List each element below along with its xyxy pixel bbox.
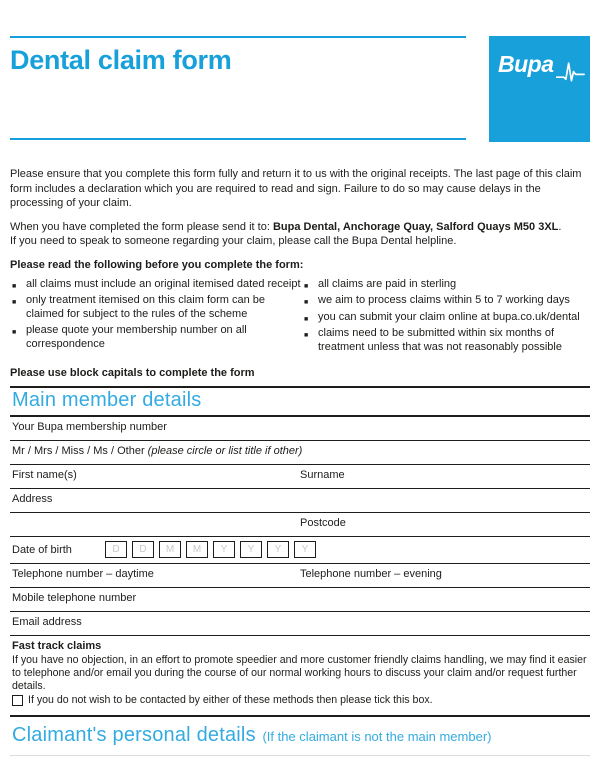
opt-out-checkbox-label: If you do not wish to be contacted by either of these methods then please tick this box.: [28, 694, 433, 706]
telephone-daytime-field[interactable]: Telephone number – daytime: [12, 568, 154, 580]
first-name-field[interactable]: First name(s): [12, 469, 77, 481]
field-label: Address: [12, 493, 53, 505]
field-row-membership-number[interactable]: [10, 417, 590, 441]
field-label: Email address: [12, 616, 82, 628]
bullet-list-left: [10, 278, 302, 358]
bullet-columns: [10, 278, 590, 358]
field-label: Mobile telephone number: [12, 592, 137, 604]
dob-box-group: [105, 541, 321, 558]
field-row-names[interactable]: [10, 465, 590, 489]
send-to-suffix: .: [558, 220, 562, 233]
intro-paragraph: Please ensure that you complete this form fully and return it to us with the original receipts. The last page of this claim form includes a declaration which you are required to read and sign. Failure to do so may cause delays in the processing of your claim.: [10, 168, 582, 209]
fast-track-heading: Fast track claims: [12, 640, 102, 652]
bupa-logo-text: Bupa: [498, 51, 554, 77]
fast-track-claims-section: [10, 636, 590, 717]
field-row-telephone[interactable]: [10, 564, 590, 588]
bullet-item: ■ claims need to be submitted within six months of treatment unless that was not reasonably possible: [302, 327, 590, 354]
field-row-address[interactable]: [10, 489, 590, 513]
send-to-prefix: When you have completed the form please send it to:: [10, 220, 273, 233]
section-claimant-personal-details: [10, 717, 590, 756]
send-to-paragraph: [10, 220, 590, 249]
dob-box-year[interactable]: Y: [267, 541, 289, 558]
title-options-note: (please circle or list title if other): [147, 445, 303, 457]
title-block: [10, 36, 466, 140]
surname-field[interactable]: Surname: [300, 469, 345, 481]
bupa-logo: [489, 36, 590, 142]
field-row-title[interactable]: [10, 441, 590, 465]
bullet-list-right: [302, 278, 590, 358]
telephone-evening-field[interactable]: Telephone number – evening: [300, 568, 442, 580]
main-member-section-title: Main member details: [12, 389, 202, 411]
dob-box-month[interactable]: M: [159, 541, 181, 558]
dob-box-year[interactable]: Y: [240, 541, 262, 558]
form-header: [10, 36, 590, 142]
dob-box-year[interactable]: Y: [213, 541, 235, 558]
field-row-postcode[interactable]: [10, 513, 590, 537]
bullet-item: ■ only treatment itemised on this claim form can be claimed for subject to the rules of the scheme: [10, 294, 302, 321]
bullet-item: ■ all claims must include an original itemised dated receipt: [10, 278, 302, 292]
section-main-member-details: [10, 386, 590, 717]
dob-box-day[interactable]: D: [132, 541, 154, 558]
opt-out-checkbox[interactable]: [12, 695, 23, 706]
field-label: [12, 445, 302, 464]
title-options-label: Mr / Mrs / Miss / Ms / Other: [12, 445, 145, 457]
page-title: Dental claim form: [10, 45, 232, 75]
helpline-note: If you need to speak to someone regarding your claim, please call the Bupa Dental helpline.: [10, 235, 457, 247]
bullet-item: ■ you can submit your claim online at bupa.co.uk/dental: [302, 311, 590, 325]
main-member-section-header: [10, 386, 590, 417]
field-label: Date of birth: [12, 544, 72, 556]
dob-box-month[interactable]: M: [186, 541, 208, 558]
postcode-field[interactable]: Postcode: [300, 517, 346, 529]
field-row-date-of-birth[interactable]: [10, 537, 590, 564]
contact-opt-out-row: [12, 694, 588, 707]
read-before-heading: Please read the following before you complete the form:: [10, 258, 304, 271]
claimant-section-title: [12, 720, 588, 748]
fast-track-body: If you have no objection, in an effort to promote speedier and more customer friendly claims handling, we may find it easier to telephone and/or email you during the course of our normal working hours to discuss your claim and/or request further details.: [12, 654, 587, 692]
block-capitals-heading: Please use block capitals to complete the form: [10, 367, 255, 379]
address-continued-field[interactable]: [12, 517, 300, 536]
field-row-email[interactable]: [10, 612, 590, 636]
dob-box-year[interactable]: Y: [294, 541, 316, 558]
bullet-item: ■ all claims are paid in sterling: [302, 278, 590, 292]
bullet-item: ■ we aim to process claims within 5 to 7 working days: [302, 294, 590, 308]
heartbeat-pulse-icon: [556, 54, 586, 92]
dob-box-day[interactable]: D: [105, 541, 127, 558]
claimant-title-text: Claimant's personal details: [12, 724, 256, 746]
field-label: Your Bupa membership number: [12, 421, 167, 433]
claimant-title-note: (If the claimant is not the main member): [262, 729, 492, 744]
bullet-item: ■ please quote your membership number on all correspondence: [10, 324, 302, 351]
field-row-mobile[interactable]: [10, 588, 590, 612]
claim-form-page: [0, 36, 600, 756]
send-to-address: Bupa Dental, Anchorage Quay, Salford Quays M50 3XL: [272, 220, 559, 233]
